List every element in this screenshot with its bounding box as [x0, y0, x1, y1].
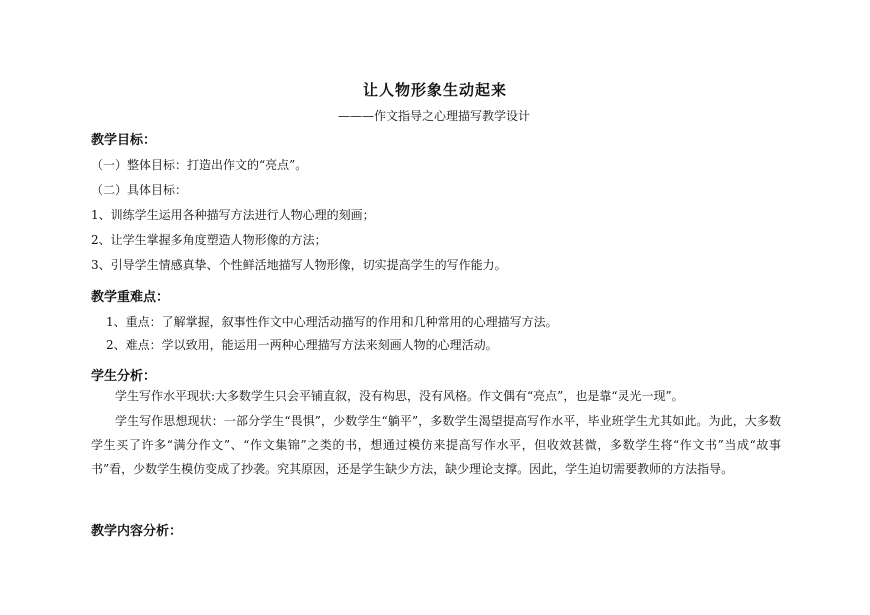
goal-line-overall: （一）整体目标：打造出作文的“亮点”。 [91, 158, 308, 172]
section-heading-key-points: 教学重难点： [91, 290, 170, 305]
key-point-line: 1、重点：了解掌握，叙事性作文中心理活动描写的作用和几种常用的心理描写方法。 [106, 315, 558, 329]
student-analysis-paragraph-1: 学生写作水平现状:大多数学生只会平铺直叙，没有构思，没有风格。作文偶有“亮点”，也是靠“灵光一现”。 [115, 389, 684, 403]
goal-line-specific: （二）具体目标： [91, 183, 188, 197]
section-heading-teaching-goals: 教学目标： [91, 133, 157, 148]
difficulty-line: 2、难点：学以致用，能运用一两种心理描写方法来刻画人物的心理活动。 [106, 338, 498, 352]
goal-line-item-2: 2、让学生掌握多角度塑造人物形像的方法； [91, 233, 327, 247]
document-title: 让人物形象生动起来 [362, 81, 507, 99]
section-heading-content-analysis: 教学内容分析： [91, 524, 183, 539]
goal-line-item-3: 3、引导学生情感真挚、个性鲜活地描写人物形像，切实提高学生的写作能力。 [91, 258, 507, 272]
section-heading-student-analysis: 学生分析： [91, 369, 157, 384]
goal-line-item-1: 1、训练学生运用各种描写方法进行人物心理的刻画； [91, 208, 375, 222]
document-subtitle: ———作文指导之心理描写教学设计 [338, 109, 531, 123]
student-analysis-paragraph-2: 学生写作思想现状：一部分学生“畏惧”，少数学生“躺平”，多数学生渴望提高写作水平，毕业班学生尤其如此。为此，大多数学生买了许多“满分作文”、“作文集锦”之类的书，想通过模仿来提高写作水平，但收效甚微，多数学生将“作文书”当成“故事书”看，少数学生模仿变成了抄袭。究其原因，还是学生缺少方法，缺少理论支撑。因此，学生迫切需要教师的方法指导。 [91, 414, 781, 476]
